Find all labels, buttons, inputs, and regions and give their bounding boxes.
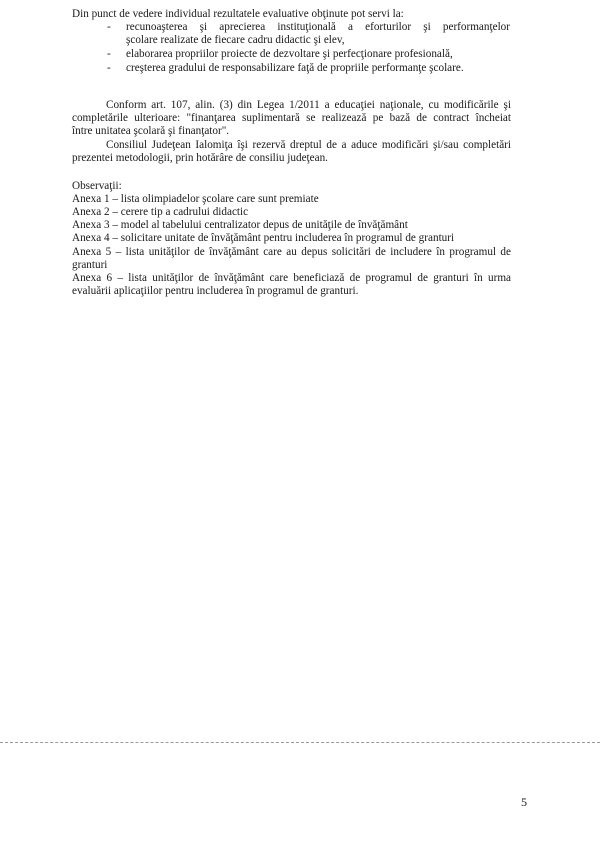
scan-artifact-line	[0, 742, 600, 743]
annex-line: Anexa 2 – cerere tip a cadrului didactic	[72, 206, 249, 218]
annex-line: Anexa 3 – model al tabelului centralizator depus de unităţile de învăţământ	[72, 219, 408, 231]
law-paragraph-line-3: între unitatea şcolară şi finanţator".	[72, 125, 230, 137]
page-number: 5	[521, 795, 527, 809]
annex-line: Anexa 1 – lista olimpiadelor şcolare care sunt premiate	[72, 193, 319, 205]
bullet-1-line-1: recunoaşterea şi aprecierea instituţională a eforturilor şi performanţelor	[126, 21, 510, 33]
bullet-dash: -	[107, 21, 111, 33]
bullet-dash: -	[107, 48, 111, 60]
intro-line: Din punct de vedere individual rezultatele evaluative obţinute pot servi la:	[72, 8, 404, 20]
law-paragraph-line-1: Conform art. 107, alin. (3) din Legea 1/2011 a educaţiei naţionale, cu modificările şi	[106, 99, 511, 111]
bullet-3-line-1: creşterea gradului de responsabilizare faţă de propriile performanţe şcolare.	[126, 62, 464, 74]
annex-line-continuation: granturi	[72, 259, 108, 271]
bullet-2-line-1: elaborarea propriilor proiecte de dezvoltare şi perfecţionare profesională,	[126, 48, 453, 60]
bullet-1-line-2: şcolare realizate de fiecare cadru didactic şi elev,	[126, 34, 345, 46]
annex-line: Anexa 5 – lista unităţilor de învăţământ care au depus solicitări de includere în programul de	[72, 246, 511, 258]
council-paragraph-line-2: prezentei metodologii, prin hotărâre de consiliu judeţean.	[72, 152, 328, 164]
bullet-dash: -	[107, 62, 111, 74]
law-paragraph-line-2: completările ulterioare: "finanţarea suplimentară se realizează pe bază de contract încheiat	[72, 112, 511, 124]
annex-line: Anexa 6 – lista unităţilor de învăţământ care beneficiază de programul de granturi în urma	[72, 272, 511, 284]
council-paragraph-line-1: Consiliul Judeţean Ialomiţa îşi rezervă dreptul de a aduce modificări şi/sau completări	[106, 139, 511, 151]
annex-line: Anexa 4 – solicitare unitate de învăţământ pentru includerea în programul de granturi	[72, 232, 455, 244]
observations-title: Observaţii:	[72, 180, 122, 192]
annex-line-continuation: evaluării aplicaţiilor pentru includerea în programul de granturi.	[72, 285, 359, 297]
